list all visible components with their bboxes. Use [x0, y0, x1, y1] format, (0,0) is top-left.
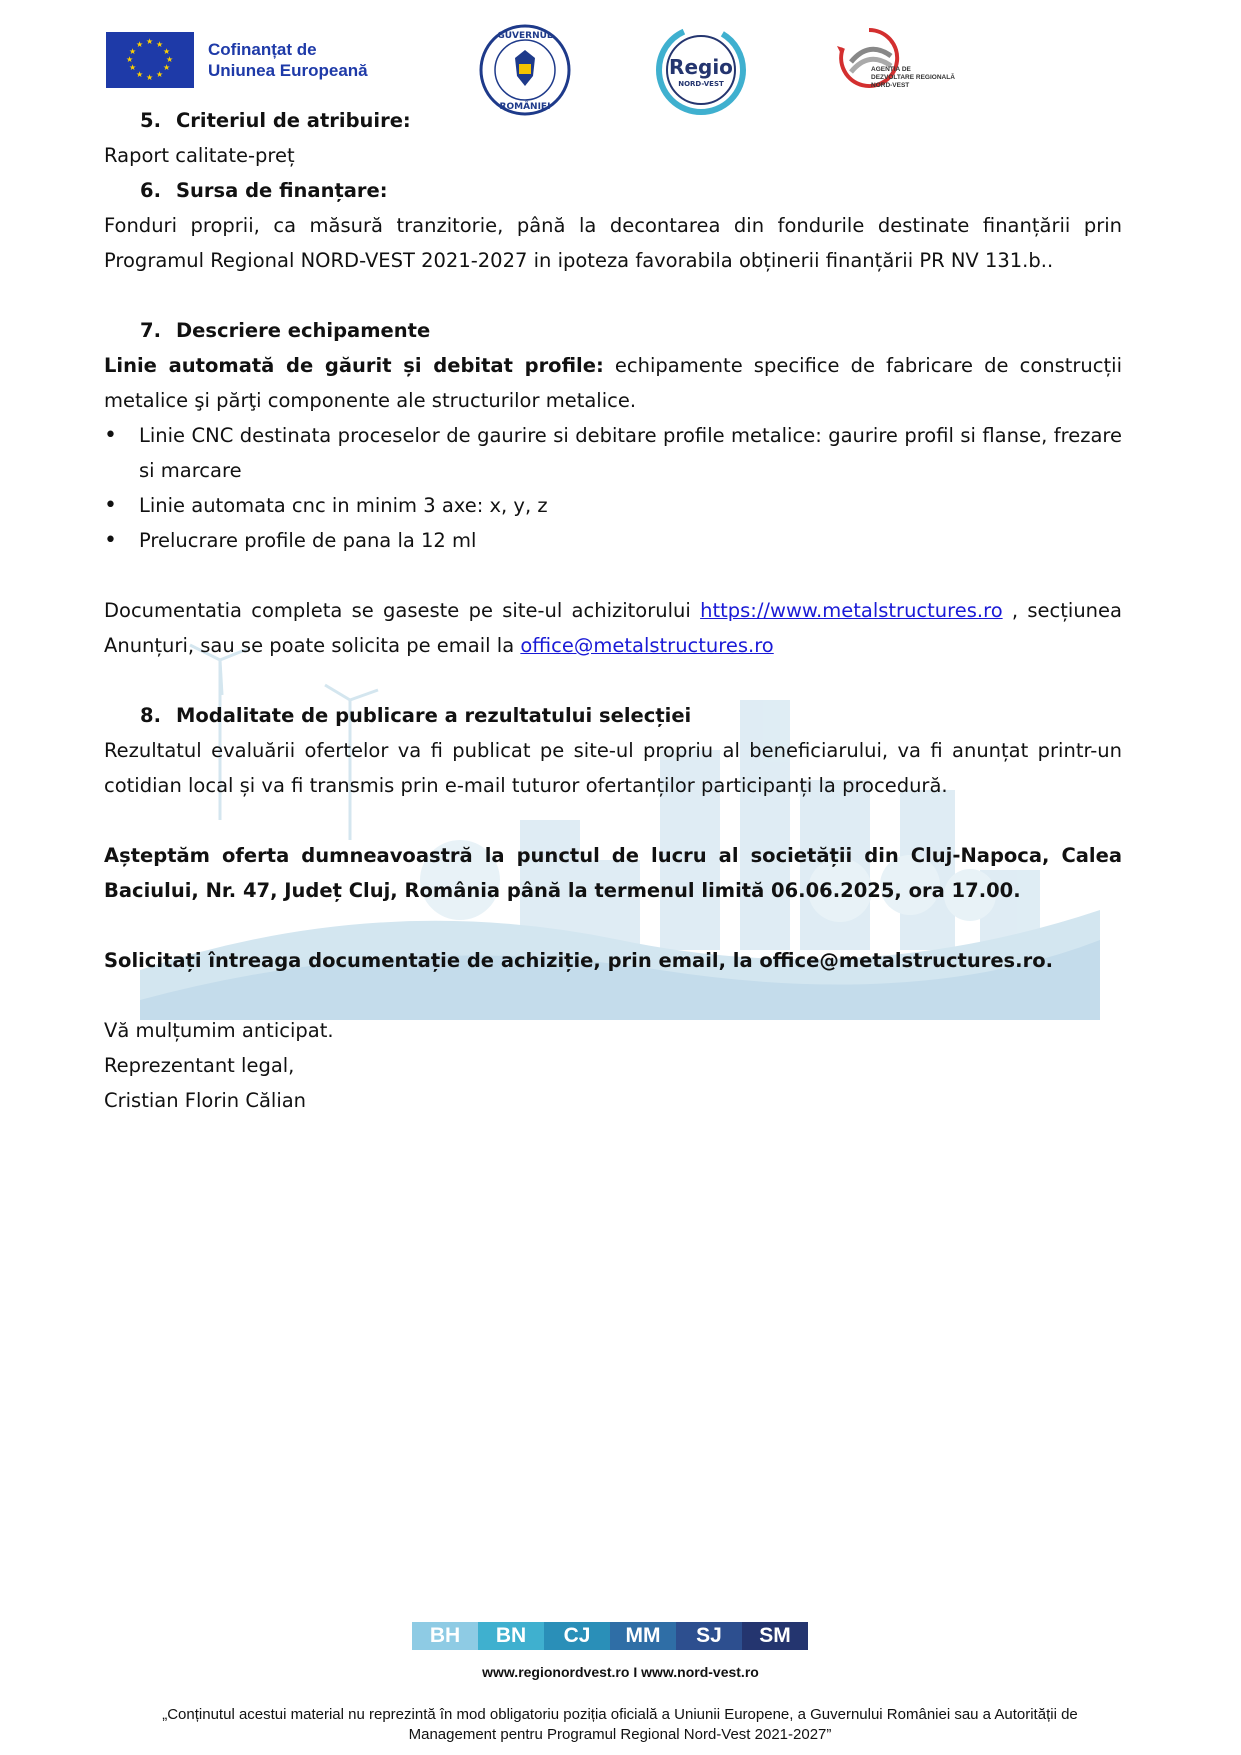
list-item: • Linie CNC destinata proceselor de gaurire si debitare profile metalice: gaurire profil si flanse, frezare si marcare	[104, 418, 1122, 488]
closing-thanks: Vă mulțumim anticipat.	[104, 1019, 334, 1042]
list-item: • Prelucrare profile de pana la 12 ml	[104, 523, 1122, 558]
eu-flag-icon: ★ ★ ★ ★ ★ ★ ★ ★ ★ ★ ★ ★	[106, 32, 194, 88]
county-bn: BN	[478, 1622, 544, 1650]
section-7-heading: 7. Descriere echipamente	[140, 319, 431, 342]
signatory-role: Reprezentant legal,	[104, 1054, 295, 1077]
gov-logo-top-text: GUVERNUL	[497, 31, 553, 41]
offer-deadline-paragraph: Așteptăm oferta dumneavoastră la punctul de lucru al societății din Cluj-Napoca, Calea Baciului, Nr. 47, Județ Cluj, România până la termenul limită 06.06.2025, ora 17.00.	[104, 844, 1122, 902]
county-codes-bar	[412, 1622, 808, 1650]
section-6-heading: 6. Sursa de finanțare:	[140, 179, 388, 202]
signatory-name: Cristian Florin Călian	[104, 1089, 307, 1112]
equipment-spec-list	[104, 418, 1122, 558]
section-5-heading: 5. Criteriul de atribuire:	[140, 109, 411, 132]
county-bh: BH	[412, 1622, 478, 1650]
eu-cofinancing-logo	[106, 32, 368, 88]
section-8-text: Rezultatul evaluării ofertelor va fi publicat pe site-ul propriu al beneficiarului, va fi anunțat printr-un cotidian local și va fi transmis prin e-mail tuturor ofertanților participanți la procedură.	[104, 739, 1122, 797]
footer-disclaimer: „Conținutul acestui material nu reprezintă în mod obligatoriu poziția oficială a Uniunii Europene, a Guvernului României sau a Autorității de Management pentru Programul Regional Nord-Vest 2021-2027”	[162, 1706, 1078, 1743]
gov-logo-bottom-text: ROMÂNIEI	[499, 102, 551, 112]
section-6-text: Fonduri proprii, ca măsură tranzitorie, până la decontarea din fondurile destinate finanțării prin Programul Regional NORD-VEST 2021-2027 in ipoteza favorabila obținerii finanțării PR NV 131.b..	[104, 214, 1122, 272]
equipment-name: Linie automată de găurit și debitat profile:	[104, 354, 604, 377]
list-item: • Linie automata cnc in minim 3 axe: x, y, z	[104, 488, 1122, 523]
adr-logo-line3: NORD-VEST	[871, 82, 910, 89]
footer-websites: www.regionordvest.ro I www.nord-vest.ro	[482, 1664, 759, 1680]
section-8-heading: 8. Modalitate de publicare a rezultatului selecției	[140, 704, 692, 727]
documentation-request-paragraph: Solicitați întreaga documentație de achiziție, prin email, la office@metalstructures.ro.	[104, 949, 1053, 972]
documentation-paragraph: Documentatia completa se gaseste pe site-ul achizitorului https://www.metalstructures.ro , secțiunea Anunțuri, sau se poate solicita pe email la office@metalstructures.ro	[104, 599, 1122, 657]
county-sj: SJ	[676, 1622, 742, 1650]
adr-logo-line1: AGENȚIA DE	[871, 66, 911, 73]
equipment-description: echipamente specifice de fabricare de construcții metalice şi părţi componente ale structurilor metalice.	[104, 354, 1122, 412]
section-7-lead	[104, 348, 1122, 418]
adr-nord-vest-logo	[829, 22, 955, 97]
email-link[interactable]: office@metalstructures.ro	[520, 634, 774, 657]
regio-logo-title: Regio	[669, 55, 733, 79]
county-sm: SM	[742, 1622, 808, 1650]
eu-logo-line2: Uniunea Europeană	[208, 61, 368, 80]
document-body	[104, 103, 1122, 1118]
county-mm: MM	[610, 1622, 676, 1650]
header-logos	[104, 18, 1104, 112]
adr-logo-line2: DEZVOLTARE REGIONALĂ	[871, 74, 955, 81]
website-link[interactable]: https://www.metalstructures.ro	[700, 599, 1003, 622]
regio-logo-subtitle: NORD-VEST	[678, 80, 724, 88]
county-cj: CJ	[544, 1622, 610, 1650]
section-5-text: Raport calitate-preț	[104, 144, 295, 167]
eu-logo-line1: Cofinanțat de	[208, 40, 317, 59]
